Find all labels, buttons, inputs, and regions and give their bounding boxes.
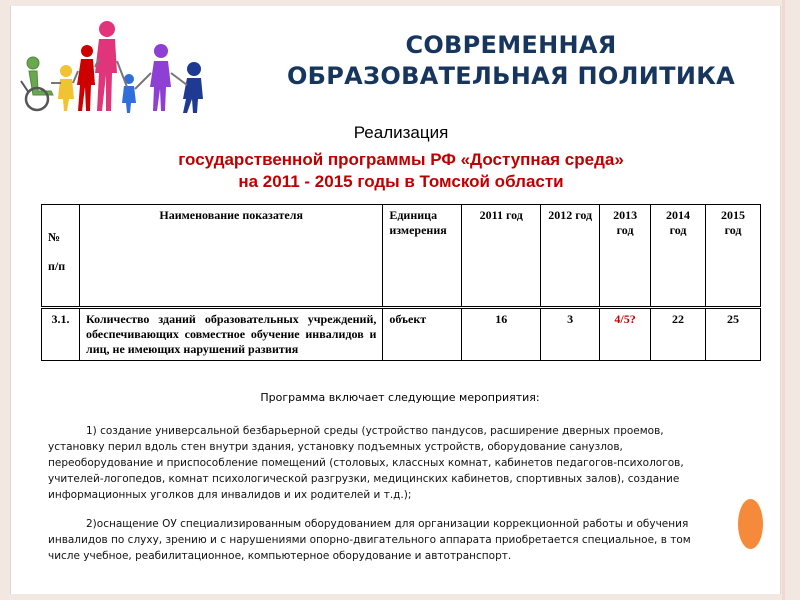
program-item-1: 1) создание универсальной безбарьерной среды (устройство пандусов, расширение дверных проемов, установку перил вдоль стен внутри здания, установку подъемных устройств, оборудование санузлов, переоборудование и приспособление помещений (столовых, классных комнат, кабинетов педагогов-психологов, учителей-логопедов, комнат психологической разгрузки, медицинских кабинетов, спортивных залов), создание информационных уголков для инвалидов и их родителей и т.д.);	[48, 425, 684, 501]
row-2015: 25	[706, 308, 761, 361]
header-2012: 2012 год	[541, 205, 600, 308]
family-figures-logo-icon	[11, 11, 211, 116]
table-row	[42, 308, 761, 361]
header-num	[42, 205, 80, 308]
row-2013: 4/5?	[600, 308, 651, 361]
subtitle-program	[101, 149, 701, 193]
row-unit: объект	[383, 308, 462, 361]
program-item-2: 2)оснащение ОУ специализированным оборудованием для организации коррекционной работы и обучения инвалидов по слуху, зрению и с нарушениями опорно-двигательного аппарата приобретается специальное, в том числе учебное, реабилитационное, компьютерное оборудование и автотранспорт.	[48, 518, 691, 562]
header-2011: 2011 год	[462, 205, 541, 308]
subtitle-line-3: на 2011 - 2015 годы в Томской области	[238, 172, 564, 191]
header-num-top: №	[48, 230, 61, 244]
subtitle-line-2: государственной программы РФ «Доступная среда»	[178, 150, 624, 169]
program-intro: Программа включает следующие мероприятия:	[260, 391, 540, 404]
title-line-1: СОВРЕМЕННАЯ	[405, 31, 617, 59]
row-name: Количество зданий образовательных учреждений, обеспечивающих совместное обучение инвалидов и лиц, не имеющих нарушений развития	[79, 308, 382, 361]
page-title	[231, 30, 791, 92]
row-2012: 3	[541, 308, 600, 361]
title-line-2: ОБРАЗОВАТЕЛЬНАЯ ПОЛИТИКА	[286, 62, 736, 90]
header-num-bottom: п/п	[48, 259, 66, 273]
row-2011: 16	[462, 308, 541, 361]
header-2015: 2015 год	[706, 205, 761, 308]
indicator-table	[41, 204, 761, 361]
table-header-row	[42, 205, 761, 308]
subtitle-line-1: Реализация	[353, 123, 449, 142]
header-name: Наименование показателя	[79, 205, 382, 308]
row-num: 3.1.	[42, 308, 80, 361]
header-unit: Единица измерения	[383, 205, 462, 308]
row-2014: 22	[651, 308, 706, 361]
header-2014: 2014 год	[651, 205, 706, 308]
header-2013: 2013 год	[600, 205, 651, 308]
orange-oval-icon	[738, 499, 763, 549]
